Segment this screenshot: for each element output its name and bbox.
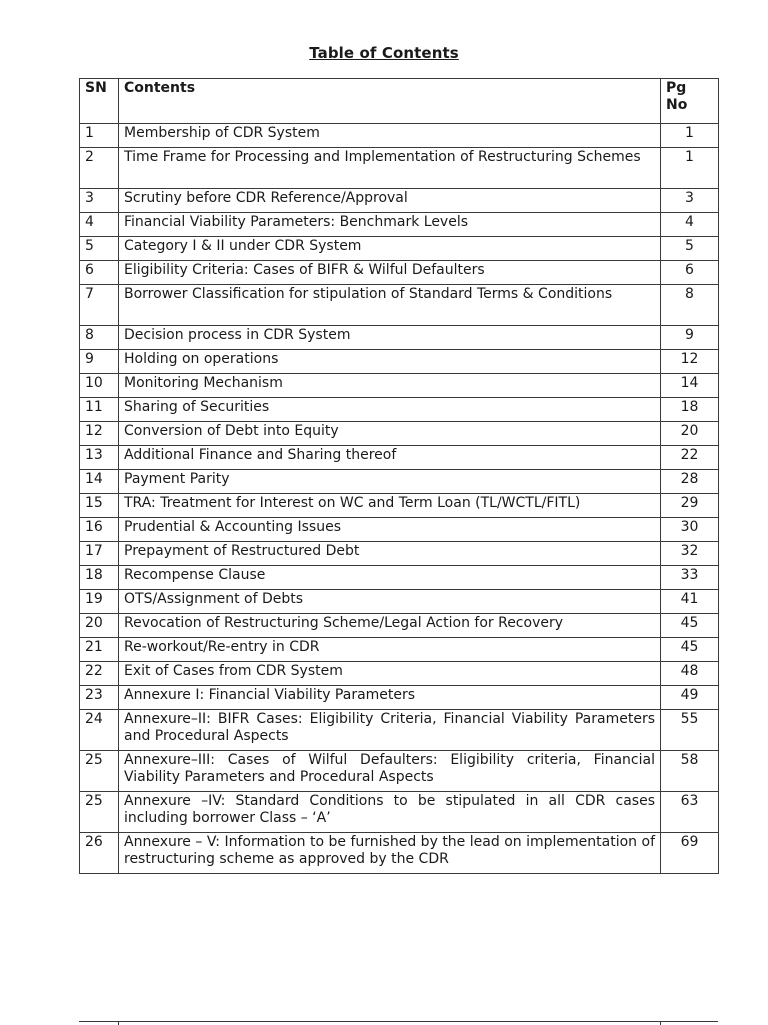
toc-row [80,213,719,237]
toc-row-sn: 12 [80,422,119,446]
toc-row-contents: Revocation of Restructuring Scheme/Legal Action for Recovery [119,614,661,638]
toc-row-page-number: 4 [661,213,719,237]
header-pg-line1: Pg [666,80,687,96]
toc-row [80,148,719,189]
toc-row-contents: Monitoring Mechanism [119,374,661,398]
toc-row-contents: Re-workout/Re-entry in CDR [119,638,661,662]
toc-row-sn: 13 [80,446,119,470]
toc-row-sn: 5 [80,237,119,261]
header-pg-line2: No [666,97,688,113]
toc-row-contents: Exit of Cases from CDR System [119,662,661,686]
toc-row-sn: 18 [80,566,119,590]
toc-row-sn: 17 [80,542,119,566]
toc-row-contents: Annexure –IV: Standard Conditions to be stipulated in all CDR cases including borrower Class – ‘A’ [119,792,661,833]
toc-row-contents: Payment Parity [119,470,661,494]
toc-row-contents: Decision process in CDR System [119,326,661,350]
toc-row [80,237,719,261]
toc-row-page-number: 45 [661,614,719,638]
toc-row-page-number: 58 [661,751,719,792]
toc-row-page-number: 28 [661,470,719,494]
toc-row-page-number: 48 [661,662,719,686]
toc-row-contents: Holding on operations [119,350,661,374]
toc-row-contents: Additional Finance and Sharing thereof [119,446,661,470]
toc-row-sn: 4 [80,213,119,237]
toc-row-contents: Recompense Clause [119,566,661,590]
toc-row-page-number: 12 [661,350,719,374]
toc-row-contents: TRA: Treatment for Interest on WC and Term Loan (TL/WCTL/FITL) [119,494,661,518]
toc-row-contents: Annexure I: Financial Viability Parameters [119,686,661,710]
toc-row [80,518,719,542]
toc-row-contents: Prepayment of Restructured Debt [119,542,661,566]
toc-row-sn: 22 [80,662,119,686]
toc-row-page-number: 45 [661,638,719,662]
toc-row-contents: Annexure–III: Cases of Wilful Defaulters: Eligibility criteria, Financial Viability Parameters and Procedural Aspects [119,751,661,792]
toc-row-contents: Time Frame for Processing and Implementation of Restructuring Schemes [119,148,661,189]
toc-row [80,189,719,213]
toc-row [80,751,719,792]
toc-row-page-number: 29 [661,494,719,518]
toc-header-row [80,79,719,124]
toc-row-contents: Eligibility Criteria: Cases of BIFR & Wilful Defaulters [119,261,661,285]
toc-table [79,78,719,874]
toc-row-sn: 2 [80,148,119,189]
toc-row-contents: Conversion of Debt into Equity [119,422,661,446]
header-contents: Contents [119,79,661,124]
toc-row-sn: 14 [80,470,119,494]
toc-row-page-number: 33 [661,566,719,590]
toc-row-page-number: 5 [661,237,719,261]
toc-row [80,686,719,710]
toc-row-page-number: 20 [661,422,719,446]
toc-row [80,542,719,566]
toc-row-contents: Scrutiny before CDR Reference/Approval [119,189,661,213]
toc-row-sn: 6 [80,261,119,285]
toc-row-sn: 3 [80,189,119,213]
toc-row [80,792,719,833]
toc-row-sn: 1 [80,124,119,148]
toc-row-sn: 23 [80,686,119,710]
page-title: Table of Contents [309,44,459,62]
toc-row-sn: 9 [80,350,119,374]
toc-row-sn: 21 [80,638,119,662]
toc-row [80,590,719,614]
toc-row-sn: 10 [80,374,119,398]
toc-row [80,833,719,874]
toc-row-sn: 15 [80,494,119,518]
toc-row-contents: Annexure – V: Information to be furnished by the lead on implementation of restructuring scheme as approved by the CDR [119,833,661,874]
toc-row-contents: Financial Viability Parameters: Benchmark Levels [119,213,661,237]
toc-row-contents: Annexure–II: BIFR Cases: Eligibility Criteria, Financial Viability Parameters and Procedural Aspects [119,710,661,751]
toc-row-contents: OTS/Assignment of Debts [119,590,661,614]
toc-row-page-number: 49 [661,686,719,710]
header-page-number [661,79,719,124]
toc-row-contents: Borrower Classification for stipulation of Standard Terms & Conditions [119,285,661,326]
bottom-rule [79,1021,718,1022]
toc-row-contents: Category I & II under CDR System [119,237,661,261]
toc-row-sn: 24 [80,710,119,751]
toc-row-contents: Prudential & Accounting Issues [119,518,661,542]
toc-row-sn: 7 [80,285,119,326]
toc-row-page-number: 9 [661,326,719,350]
toc-row [80,326,719,350]
toc-row [80,470,719,494]
toc-row [80,261,719,285]
toc-row-sn: 11 [80,398,119,422]
toc-row-contents: Membership of CDR System [119,124,661,148]
toc-row [80,566,719,590]
toc-row-page-number: 30 [661,518,719,542]
toc-row [80,285,719,326]
toc-row-page-number: 32 [661,542,719,566]
toc-row-sn: 25 [80,792,119,833]
toc-row-page-number: 69 [661,833,719,874]
toc-row [80,638,719,662]
toc-row-contents: Sharing of Securities [119,398,661,422]
toc-row-page-number: 18 [661,398,719,422]
toc-row-sn: 26 [80,833,119,874]
toc-body [80,124,719,874]
toc-row-page-number: 1 [661,124,719,148]
toc-row-sn: 25 [80,751,119,792]
toc-row [80,446,719,470]
toc-row [80,350,719,374]
toc-row-sn: 16 [80,518,119,542]
toc-row-page-number: 22 [661,446,719,470]
toc-row-sn: 20 [80,614,119,638]
toc-row [80,614,719,638]
toc-row-page-number: 63 [661,792,719,833]
header-sn: SN [80,79,119,124]
toc-row [80,422,719,446]
toc-row [80,662,719,686]
toc-row-page-number: 8 [661,285,719,326]
toc-row-page-number: 1 [661,148,719,189]
toc-row [80,374,719,398]
toc-row [80,494,719,518]
toc-row [80,710,719,751]
toc-row-page-number: 6 [661,261,719,285]
toc-row-sn: 8 [80,326,119,350]
toc-row-page-number: 41 [661,590,719,614]
toc-row [80,124,719,148]
toc-row-page-number: 55 [661,710,719,751]
toc-row [80,398,719,422]
toc-row-page-number: 14 [661,374,719,398]
toc-row-page-number: 3 [661,189,719,213]
toc-row-sn: 19 [80,590,119,614]
